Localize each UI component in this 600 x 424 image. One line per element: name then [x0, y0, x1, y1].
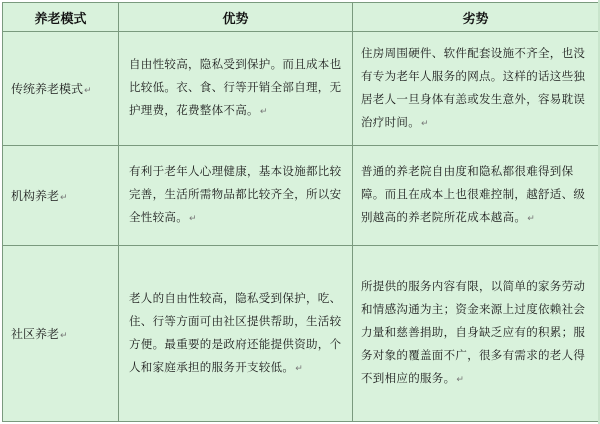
disadvantage-text: 所提供的服务内容有限，以简单的家务劳动和情感沟通为主；资金来源上过度依赖社会力量和慈善捐助，自身缺乏应有的积累；服务对象的覆盖面不广，很多有需求的老人得不到相应的服务。 [361, 279, 586, 385]
paragraph-mark-icon: ↵ [527, 214, 536, 224]
disadvantage-cell [353, 146, 599, 246]
header-disadvantage: 劣势 [353, 3, 599, 32]
paragraph-mark-icon: ↵ [259, 107, 268, 117]
paragraph-mark-icon: ↵ [60, 331, 68, 341]
advantage-cell [119, 146, 353, 246]
paragraph-mark-icon: ↵ [421, 118, 429, 129]
paragraph-mark-icon: ↵ [295, 363, 304, 374]
mode-label: 社区养老 [11, 327, 60, 341]
advantage-text: 老人的自由性较高，隐私受到保护，吃、住、行等方面可由社区提供帮助，生活较方便。最重要的是政府还能提供资助，个人和家庭承担的服务开支较低。 [129, 290, 342, 374]
paragraph-mark-icon: ↵ [189, 214, 197, 224]
table-row [3, 32, 599, 146]
disadvantage-cell [353, 246, 599, 422]
advantage-cell [119, 246, 353, 422]
disadvantage-text: 普通的养老院自由度和隐私都很难得到保障。而且在成本上也很难控制，越舒适、级别越高的养老院所花成本越高。 [361, 164, 586, 224]
header-advantage: 优势 [119, 3, 353, 32]
mode-label: 机构养老 [11, 189, 60, 203]
advantage-cell [119, 32, 353, 146]
mode-label: 传统养老模式 [11, 82, 84, 96]
table-row [3, 246, 599, 422]
mode-cell [3, 32, 119, 146]
disadvantage-cell [353, 32, 599, 146]
comparison-table [2, 2, 599, 422]
table-header-row [3, 3, 599, 32]
mode-cell [3, 146, 119, 246]
advantage-text: 有利于老年人心理健康，基本设施都比较完善，生活所需物品都比较齐全，所以安全性较高。 [129, 164, 342, 224]
paragraph-mark-icon: ↵ [456, 375, 465, 385]
paragraph-mark-icon: ↵ [60, 193, 68, 203]
disadvantage-text: 住房周围硬件、软件配套设施不齐全，也没有专为老年人服务的网点。这样的话这些独居老人一旦身体有恙或发生意外，容易耽误治疗时间。 [361, 45, 586, 129]
paragraph-mark-icon: ↵ [84, 86, 92, 96]
advantage-text: 自由性较高，隐私受到保护。而且成本也比较低。衣、食、行等开销全部自理，无护理费，花费整体不高。 [129, 57, 342, 117]
header-mode: 养老模式 [3, 3, 119, 32]
table-row [3, 146, 599, 246]
mode-cell [3, 246, 119, 422]
